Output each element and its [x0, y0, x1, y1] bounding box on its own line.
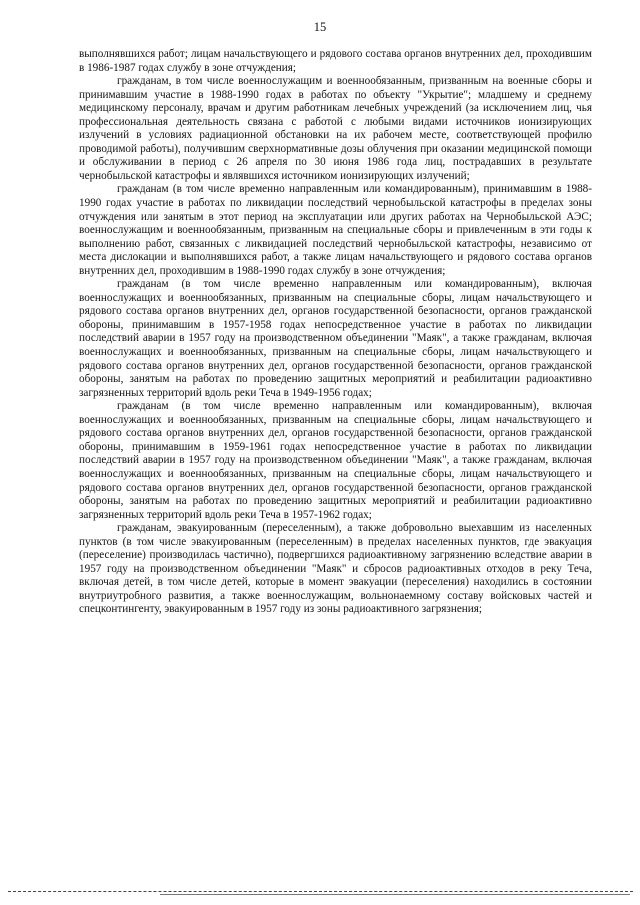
- paragraph-evacuated-citizens: гражданам, эвакуированным (переселенным), а также добровольно выехавшим из населенных пунктов (в том числе эвакуированным (переселенным) в пределах населенных пунктов, где эвакуация (переселение) производилась частично), подвергшихся радиоактивному загрязнению вследствие аварии в 1957 году на производственном объединении "Маяк" и сбросов радиоактивных отходов в реку Теча, включая детей, в том числе детей, которые в момент эвакуации (переселения) находились в состоянии внутриутробного развития, а также военнослужащим, вольнонаемному составу войсковых частей и спецконтингенту, эвакуированным в 1957 году из зоны радиоактивного загрязнения;: [79, 522, 592, 616]
- document-body: [79, 48, 592, 617]
- paragraph-mayak-1957-1958: гражданам (в том числе временно направленным или командированным), включая военнослужащих и военнообязанных, призванным на специальные сборы, лицам начальствующего и рядового состава органов внутренних дел, органов государственной безопасности, органов гражданской обороны, принимавшим в 1957-1958 годах непосредственное участие в работах по ликвидации последствий аварии в 1957 году на производственном объединении "Маяк", а также гражданам, включая военнослужащих и военнообязанных, призванным на специальные сборы, лицам начальствующего и рядового состава органов внутренних дел, органов государственной безопасности, органов гражданской обороны, занятым на работах по проведению защитных мероприятий и реабилитации радиоактивно загрязненных территорий вдоль реки Теча в 1949-1956 годах;: [79, 278, 592, 399]
- page-number: 15: [313, 20, 327, 34]
- paragraph-ukrytie-workers: гражданам, в том числе военнослужащим и военнообязанным, призванным на военные сборы и принимавшим участие в 1988-1990 годах в работах по объекту "Укрытие"; младшему и среднему медицинскому персоналу, врачам и другим работникам лечебных учреждений (за исключением лиц, чья профессиональная деятельность связана с работой с любыми видами источников ионизирующих излучений в условиях радиационной обстановки на их рабочем месте, соответствующей профилю проводимой работы), получившим сверхнормативные дозы облучения при оказании медицинской помощи и обслуживании в период с 26 апреля по 30 июня 1986 года лиц, пострадавших в результате чернобыльской катастрофы и являвшихся источником ионизирующих излучений;: [79, 75, 592, 182]
- paragraph-continuation: выполнявшихся работ; лицам начальствующего и рядового состава органов внутренних дел, проходившим в 1986-1987 годах службу в зоне отчуждения;: [79, 48, 592, 74]
- footer-divider-secondary: [160, 894, 630, 895]
- paragraph-liquidators-1988-1990: гражданам (в том числе временно направленным или командированным), принимавшим в 1988-1990 годах участие в работах по ликвидации последствий чернобыльской катастрофы в пределах зоны отчуждения или занятым в этот период на эксплуатации или других работах на Чернобыльской АЭС; военнослужащим и военнообязанным, призванным на специальные сборы и привлеченным в эти годы к выполнению работ, связанных с ликвидацией последствий чернобыльской катастрофы, независимо от места дислокации и выполнявшихся работ, а также лицам начальствующего и рядового состава органов внутренних дел, проходившим в 1988-1990 годах службу в зоне отчуждения;: [79, 183, 592, 277]
- footer-divider: [8, 891, 633, 892]
- paragraph-mayak-1959-1961: гражданам (в том числе временно направленным или командированным), включая военнослужащих и военнообязанных, призванным на специальные сборы, лицам начальствующего и рядового состава органов внутренних дел, органов государственной безопасности, органов гражданской обороны, принимавшим в 1959-1961 годах непосредственное участие в работах по ликвидации последствий аварии в 1957 году на производственном объединении "Маяк", а также гражданам, включая военнослужащих и военнообязанных, призванным на специальные сборы, лицам начальствующего и рядового состава органов внутренних дел, органов государственной безопасности, органов гражданской обороны, занятым на работах по проведению защитных мероприятий и реабилитации радиоактивно загрязненных территорий вдоль реки Теча в 1957-1962 годах;: [79, 400, 592, 521]
